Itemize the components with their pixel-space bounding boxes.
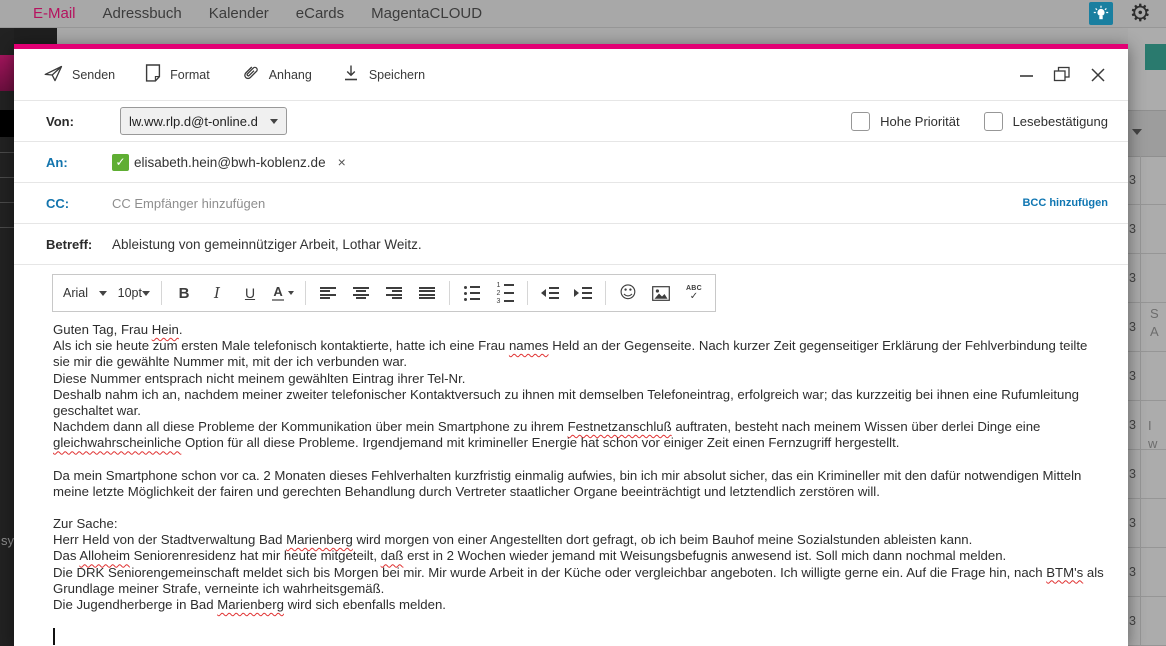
body-paragraph: Guten Tag, Frau Hein. — [53, 322, 183, 337]
align-left-button[interactable] — [317, 280, 339, 306]
unread-count-badge: 3 — [1129, 614, 1136, 628]
unread-count-badge: 3 — [1129, 369, 1136, 383]
nav-item-email[interactable]: E-Mail — [33, 5, 76, 22]
background-sidebar-strip — [0, 27, 14, 646]
chevron-down-icon — [99, 291, 107, 296]
compose-window — [14, 44, 1128, 646]
divider — [1140, 156, 1141, 646]
insert-image-button[interactable] — [650, 280, 672, 306]
outdent-button[interactable] — [539, 280, 561, 306]
close-icon[interactable] — [1088, 65, 1108, 85]
unread-count-badge: 3 — [1129, 516, 1136, 530]
divider — [161, 281, 162, 305]
body-paragraph: Deshalb nahm ich an, nachdem meiner zweiter telefonischer Kontaktversuch zu ihnen mit demselben Telefoneintrag, erfolgreich war; das kurzzeitig bei ihnen eine Rufumleitung geschaltet war. — [53, 386, 1080, 419]
font-color-letter: A — [273, 284, 283, 299]
emoji-button[interactable] — [617, 280, 639, 306]
background-list-row — [1128, 499, 1166, 548]
message-body-editor[interactable] — [53, 322, 1105, 645]
subject-row[interactable] — [14, 224, 1128, 265]
blank-line — [53, 500, 1105, 516]
nav-item-ecards[interactable]: eCards — [295, 5, 345, 22]
background-list-row — [1128, 597, 1166, 646]
numbered-list-button[interactable]: 1 2 3 — [494, 280, 516, 306]
add-bcc-link[interactable]: BCC hinzufügen — [1022, 197, 1108, 209]
background-text-fragment: A — [1150, 324, 1159, 339]
italic-button[interactable]: I — [206, 280, 228, 306]
divider — [0, 202, 14, 203]
format-button[interactable] — [145, 64, 210, 85]
paperclip-icon — [240, 64, 260, 85]
attach-button[interactable] — [240, 64, 312, 85]
background-list-row — [1128, 205, 1166, 254]
background-text-fragment: w — [1148, 436, 1158, 451]
valid-check-icon: ✓ — [112, 154, 129, 171]
background-text-fragment: I — [1148, 418, 1152, 433]
subject-label: Betreff: — [46, 236, 93, 252]
bold-button[interactable]: B — [173, 280, 195, 306]
divider — [0, 227, 14, 228]
chevron-down-icon — [270, 119, 278, 124]
read-receipt-checkbox[interactable] — [984, 112, 1003, 131]
body-paragraph: Als ich sie heute zum ersten Male telefonisch kontaktierte, hatte ich eine Frau names Held an der Gegenseite. Nach kurzer Zeit gegenseitiger Erklärung der Fehlverbindung teilte sie mir die gewählte Nummer mit, mit der ich verbunden war. — [53, 338, 1088, 370]
unread-count-badge: 3 — [1129, 173, 1136, 187]
unread-count-badge: 3 — [1129, 467, 1136, 481]
from-label: Von: — [46, 113, 74, 129]
from-address-select[interactable] — [120, 107, 287, 135]
body-paragraph: Diese Nummer entsprach nicht meinem gewählten Eintrag ihrer Tel-Nr. — [53, 370, 466, 386]
background-list-row — [1128, 548, 1166, 597]
text-cursor — [53, 628, 55, 645]
chevron-down-icon — [1132, 129, 1142, 135]
sidebar-text-fragment: sy — [1, 533, 14, 548]
unread-count-badge: 3 — [1129, 320, 1136, 334]
recipient-chip — [112, 154, 346, 171]
settings-gear-icon[interactable]: ⚙ — [1129, 0, 1151, 27]
font-size-value: 10pt — [117, 286, 142, 300]
cc-row[interactable] — [14, 183, 1128, 224]
background-list-row — [1128, 450, 1166, 499]
body-paragraph: Zur Sache: — [53, 516, 118, 532]
background-folder-fragment — [0, 110, 14, 137]
compose-toolbar — [14, 49, 1128, 101]
send-label: Senden — [72, 67, 116, 82]
align-justify-button[interactable] — [416, 280, 438, 306]
format-label: Format — [170, 67, 210, 82]
body-paragraph: Herr Held von der Stadtverwaltung Bad Marienberg wird morgen von einer Angestellten dort gefragt, ob ich beim Bauhof meine Sozialstunden ableisten kann. — [53, 532, 973, 548]
image-icon — [652, 286, 670, 301]
unread-count-badge: 3 — [1129, 418, 1136, 432]
abc-check-icon: ABC ✓ — [685, 285, 703, 302]
from-address-value: lw.ww.rlp.d@t-online.d — [129, 113, 258, 129]
attach-label: Anhang — [268, 67, 312, 82]
background-compose-button-fragment — [0, 55, 14, 91]
high-priority-label: Hohe Priorität — [880, 113, 960, 129]
read-receipt-label: Lesebestätigung — [1012, 113, 1108, 129]
editor-toolbar — [52, 274, 716, 312]
high-priority-option — [851, 112, 959, 131]
page-icon — [145, 64, 161, 85]
underline-button[interactable]: U — [239, 280, 261, 306]
background-list-row — [1128, 254, 1166, 303]
unread-count-badge: 3 — [1129, 565, 1136, 579]
body-paragraph: Die Jugendherberge in Bad Marienberg wird sich ebenfalls melden. — [53, 597, 446, 613]
background-list-row — [1128, 156, 1166, 205]
nav-item-adressbuch[interactable]: Adressbuch — [102, 5, 182, 22]
high-priority-checkbox[interactable] — [851, 112, 870, 131]
to-label: An: — [46, 154, 68, 170]
background-list-row — [1128, 352, 1166, 401]
minimize-button[interactable] — [1017, 65, 1036, 85]
divider — [0, 152, 14, 153]
body-paragraph: Nachdem dann all diese Probleme der Kommunikation über mein Smartphone zu ihrem Festnetzanschluß auftraten, besteht nach meinem Wissen über derlei Dinge eine gleichwahrscheinliche Option für all diese Probleme. Irgendjemand mit krimineller Energie hat schon vor einiger Zeit einen Fernzugriff hergestellt. — [53, 419, 1041, 451]
background-text-fragment: S — [1150, 306, 1159, 321]
top-navigation — [0, 0, 1166, 28]
chevron-down-icon — [288, 291, 294, 295]
maximize-button[interactable] — [1051, 64, 1073, 85]
smiley-icon: ☺ — [619, 282, 637, 303]
read-receipt-option — [984, 112, 1108, 131]
indent-button[interactable] — [572, 280, 594, 306]
spellcheck-button[interactable] — [683, 280, 705, 306]
topbar-icons — [1089, 2, 1151, 25]
remove-recipient-icon[interactable]: × — [337, 154, 346, 170]
background-maillist-strip — [1128, 27, 1166, 646]
divider — [449, 281, 450, 305]
divider — [305, 281, 306, 305]
divider — [605, 281, 606, 305]
background-teal-badge — [1145, 44, 1166, 70]
bullet-list-button[interactable] — [461, 280, 483, 306]
background-list-filter-cell — [1128, 110, 1166, 157]
subject-input[interactable]: Ableistung von gemeinnütziger Arbeit, Lothar Weitz. — [112, 236, 422, 252]
send-options — [851, 112, 1108, 131]
window-controls — [1017, 64, 1108, 85]
divider — [0, 177, 14, 178]
font-family-select[interactable] — [63, 286, 107, 300]
divider — [527, 281, 528, 305]
background-list-row — [1128, 401, 1166, 450]
send-button[interactable] — [44, 64, 115, 85]
save-label: Speichern — [368, 67, 426, 82]
save-button[interactable] — [342, 64, 425, 85]
font-size-select[interactable] — [118, 286, 150, 300]
font-color-button[interactable] — [272, 280, 294, 306]
nav-item-magentacloud[interactable]: MagentaCLOUD — [371, 5, 483, 22]
align-center-button[interactable] — [350, 280, 372, 306]
download-icon — [342, 64, 360, 85]
tips-lightbulb-icon[interactable] — [1089, 2, 1113, 25]
font-family-value: Arial — [63, 286, 89, 300]
chevron-down-icon — [142, 291, 150, 296]
nav-item-kalender[interactable]: Kalender — [208, 5, 269, 22]
recipient-address: elisabeth.hein@bwh-koblenz.de — [134, 154, 326, 170]
body-paragraph: Da mein Smartphone schon vor ca. 2 Monaten dieses Fehlverhalten kurzfristig einmalig aufwies, bin ich mir absolut sicher, das ein Krimineller mit den dafür notwendigen Mitteln meine letzte Möglichkeit der fairen und gerechten Behandlung durch Vertreter staatlicher Organe beeinträchtigt und letztendlich zerstören will. — [53, 467, 1082, 499]
background-list-row — [1128, 303, 1166, 352]
body-paragraph: Die DRK Seniorengemeinschaft meldet sich bis Morgen bei mir. Mir wurde Arbeit in der Küche oder vergleichbar angeboten. Ich willigte gerne ein. Auf die Frage hin, nach BTM's als Grundlage meiner Strafe, verneinte ich wahrheitsgemäß. — [53, 564, 1104, 596]
unread-count-badge: 3 — [1129, 271, 1136, 285]
from-row — [14, 101, 1128, 142]
cc-label: CC: — [46, 195, 70, 211]
unread-count-badge: 3 — [1129, 222, 1136, 236]
cc-input[interactable]: CC Empfänger hinzufügen — [112, 195, 266, 211]
align-right-button[interactable] — [383, 280, 405, 306]
body-paragraph: Das Alloheim Seniorenresidenz hat mir heute mitgeteilt, daß erst in 2 Wochen wieder jemand mit Weisungsbefugnis anwesend ist. Soll mich dann nochmal melden. — [53, 548, 1007, 564]
paper-plane-icon — [44, 65, 63, 85]
to-row[interactable] — [14, 142, 1128, 183]
blank-line — [53, 452, 1105, 468]
